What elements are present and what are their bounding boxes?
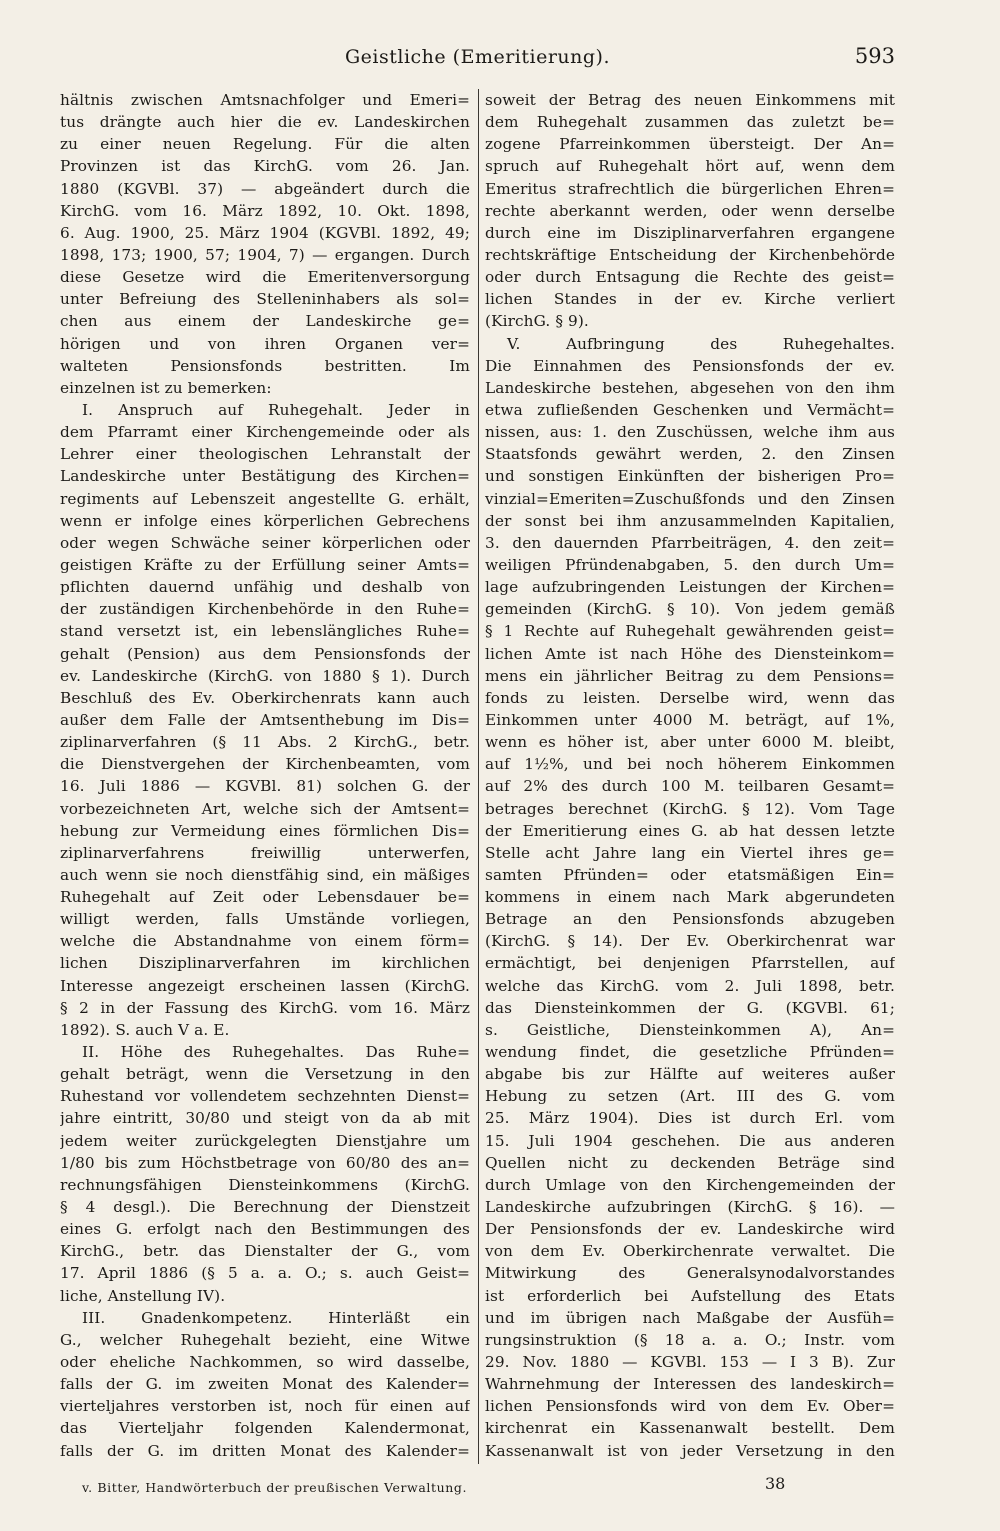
text-line: hebung zur Vermeidung eines förmlichen Dis= xyxy=(60,821,470,840)
text-line: V. Aufbringung des Ruhegehaltes. xyxy=(507,334,895,353)
text-line: 1892). S. auch V a. E. xyxy=(60,1020,230,1039)
text-line: das Diensteinkommen der G. (KGVBl. 61; xyxy=(485,998,895,1017)
text-line: 17. April 1886 (§ 5 a. a. O.; s. auch Geist= xyxy=(60,1264,470,1283)
text-line: lichen Pensionsfonds wird von dem Ev. Ober= xyxy=(485,1397,895,1416)
text-line: tus drängte auch hier die ev. Landeskirchen xyxy=(60,113,470,132)
text-line: Wahrnehmung der Interessen des landeskirch= xyxy=(485,1375,895,1394)
text-line: zogene Pfarreinkommen übersteigt. Der An= xyxy=(485,135,895,154)
text-line: der sonst bei ihm anzusammelnden Kapitalien, xyxy=(485,511,895,530)
text-line: welche das KirchG. vom 2. Juli 1898, betr. xyxy=(485,976,895,995)
text-line: II. Höhe des Ruhegehaltes. Das Ruhe= xyxy=(82,1043,470,1062)
running-title: Geistliche (Emeritierung). xyxy=(344,46,611,68)
text-line: Ruhestand vor vollendetem sechzehnten Dienst= xyxy=(60,1087,470,1106)
text-line: gehalt beträgt, wenn die Versetzung in den xyxy=(60,1065,470,1084)
text-line: 1898, 173; 1900, 57; 1904, 7) — ergangen. Durch xyxy=(60,245,470,264)
text-columns xyxy=(60,89,895,1464)
text-line: rechtskräftige Entscheidung der Kirchenbehörde xyxy=(485,245,895,264)
text-line: Lehrer einer theologischen Lehranstalt der xyxy=(60,445,470,464)
left-column xyxy=(60,89,470,1464)
text-line: auf 2% des durch 100 M. teilbaren Gesamt= xyxy=(485,777,895,796)
text-line: 29. Nov. 1880 — KGVBl. 153 — I 3 B). Zur xyxy=(485,1353,895,1372)
text-line: oder eheliche Nachkommen, so wird dasselbe, xyxy=(60,1353,470,1372)
text-line: etwa zufließenden Geschenken und Vermächt= xyxy=(485,400,895,419)
text-line: ziplinarverfahren (§ 11 Abs. 2 KirchG., betr. xyxy=(60,733,470,752)
text-line: vorbezeichneten Art, welche sich der Amtsent= xyxy=(60,799,470,818)
text-line: Mitwirkung des Generalsynodalvorstandes xyxy=(485,1264,895,1283)
text-line: 1/80 bis zum Höchstbetrage von 60/80 des an= xyxy=(60,1153,470,1172)
source-note: v. Bitter, Handwörterbuch der preußischen Verwaltung. xyxy=(82,1480,468,1495)
text-line: Interesse angezeigt erscheinen lassen (KirchG. xyxy=(60,976,470,995)
text-line: von dem Ev. Oberkirchenrate verwaltet. Die xyxy=(485,1242,895,1261)
text-line: vinzial=Emeriten=Zuschußfonds und den Zinsen xyxy=(485,489,895,508)
text-line: samten Pfründen= oder etatsmäßigen Ein= xyxy=(485,865,895,884)
text-line: lichen Disziplinarverfahren im kirchlichen xyxy=(60,954,470,973)
text-line: I. Anspruch auf Ruhegehalt. Jeder in xyxy=(82,400,470,419)
text-line: III. Gnadenkompetenz. Hinterläßt ein xyxy=(82,1308,470,1327)
text-line: 25. März 1904). Dies ist durch Erl. vom xyxy=(485,1109,895,1128)
text-line: durch Umlage von den Kirchengemeinden der xyxy=(485,1175,895,1194)
text-line: G., welcher Ruhegehalt bezieht, eine Witwe xyxy=(60,1330,470,1349)
text-line xyxy=(485,1462,895,1464)
text-line: Stelle acht Jahre lang ein Viertel ihres ge= xyxy=(485,843,895,862)
text-line: einzelnen ist zu bemerken: xyxy=(60,378,272,397)
text-line: weiligen Pfründenabgaben, 5. den durch Um= xyxy=(485,555,895,574)
text-line: Landeskirche unter Bestätigung des Kirchen= xyxy=(60,467,470,486)
text-line: rechte aberkannt werden, oder wenn derselbe xyxy=(485,201,895,220)
text-line: willigt werden, falls Umstände vorliegen, xyxy=(60,910,470,929)
text-line: wenn er infolge eines körperlichen Gebrechens xyxy=(60,511,470,530)
text-line: jedem weiter zurückgelegten Dienstjahre um xyxy=(60,1131,470,1150)
text-line: § 1 Rechte auf Ruhegehalt gewährenden geist= xyxy=(485,622,895,641)
text-line: hältnis zwischen Amtsnachfolger und Emeri= xyxy=(60,91,470,109)
text-line: Hebung zu setzen (Art. III des G. vom xyxy=(485,1087,895,1106)
text-line: fonds zu leisten. Derselbe wird, wenn das xyxy=(485,688,895,707)
right-column xyxy=(485,89,895,1464)
text-line: betrages berechnet (KirchG. § 12). Vom Tage xyxy=(485,799,895,818)
text-line: die Dienstvergehen der Kirchenbeamten, vom xyxy=(60,755,470,774)
text-line: kommens in einem nach Mark abgerundeten xyxy=(485,888,895,907)
text-line: § 4 desgl.). Die Berechnung der Dienstzeit xyxy=(60,1198,470,1217)
text-line: abgabe bis zur Hälfte auf weiteres außer xyxy=(485,1065,895,1084)
text-line: der zuständigen Kirchenbehörde in den Ruhe= xyxy=(60,600,470,619)
page-footer xyxy=(60,1474,895,1498)
text-line: ermächtigt, bei denjenigen Pfarrstellen, auf xyxy=(485,954,895,973)
text-line: 16. Juli 1886 — KGVBl. 81) solchen G. der xyxy=(60,777,470,796)
text-line: falls der G. im dritten Monat des Kalender= xyxy=(60,1441,470,1460)
text-line: gehalt (Pension) aus dem Pensionsfonds der xyxy=(60,644,470,663)
text-line: § 2 in der Fassung des KirchG. vom 16. März xyxy=(60,998,470,1017)
text-line: Ruhegehalt auf Zeit oder Lebensdauer be= xyxy=(60,888,470,907)
text-line: durch eine im Disziplinarverfahren ergangene xyxy=(485,223,895,242)
text-line: Emeritus strafrechtlich die bürgerlichen Ehren= xyxy=(485,179,895,198)
text-line: (KirchG. § 14). Der Ev. Oberkirchenrat war xyxy=(485,932,895,951)
text-line: rechnungsfähigen Diensteinkommens (KirchG. xyxy=(60,1175,470,1194)
text-line: vierteljahres verstorben ist, noch für einen auf xyxy=(60,1397,470,1416)
text-line: Beschluß des Ev. Oberkirchenrats kann auch xyxy=(60,688,470,707)
text-line: dem Ruhegehalt zusammen das zuletzt be= xyxy=(485,113,895,132)
text-line: auf 1½%, und bei noch höherem Einkommen xyxy=(485,755,895,774)
column-rule xyxy=(478,89,479,1464)
text-line: das Vierteljahr folgenden Kalendermonat, xyxy=(60,1419,470,1438)
text-line: lichen Standes in der ev. Kirche verliert xyxy=(485,290,895,309)
text-line: gemeinden (KirchG. § 10). Von jedem gemäß xyxy=(485,600,895,619)
text-line: walteten Pensionsfonds bestritten. Im xyxy=(60,356,470,375)
text-line: liche, Anstellung IV). xyxy=(60,1286,226,1305)
text-line: Einkommen unter 4000 M. beträgt, auf 1%, xyxy=(485,710,895,729)
text-line: wendung findet, die gesetzliche Pfründen= xyxy=(485,1043,895,1062)
text-line: und im übrigen nach Maßgabe der Ausfüh= xyxy=(485,1308,895,1327)
text-line: 6. Aug. 1900, 25. März 1904 (KGVBl. 1892, 49; xyxy=(60,223,470,242)
text-line: Betrage an den Pensionsfonds abzugeben xyxy=(485,910,895,929)
text-line: Staatsfonds gewährt werden, 2. den Zinsen xyxy=(485,445,895,464)
text-line: oder wegen Schwäche seiner körperlichen oder xyxy=(60,533,470,552)
text-line: diese Gesetze wird die Emeritenversorgung xyxy=(60,268,470,287)
text-line: auch wenn sie noch dienstfähig sind, ein mäßiges xyxy=(60,865,470,884)
text-line: Der Pensionsfonds der ev. Landeskirche wird xyxy=(485,1220,895,1239)
text-line: pflichten dauernd unfähig und deshalb von xyxy=(60,578,470,597)
text-line: unter Befreiung des Stelleninhabers als sol= xyxy=(60,290,470,309)
text-line: jahre eintritt, 30/80 und steigt von da ab mit xyxy=(60,1109,470,1128)
text-line: geistigen Kräfte zu der Erfüllung seiner Amts= xyxy=(60,555,470,574)
text-line: rungsinstruktion (§ 18 a. a. O.; Instr. vom xyxy=(485,1330,895,1349)
text-line xyxy=(60,1462,470,1464)
text-line: kirchenrat ein Kassenanwalt bestellt. Dem xyxy=(485,1419,895,1438)
text-line: oder durch Entsagung die Rechte des geist= xyxy=(485,268,895,287)
text-line: lichen Amte ist nach Höhe des Diensteinkom= xyxy=(485,644,895,663)
text-line: Provinzen ist das KirchG. vom 26. Jan. xyxy=(60,157,470,176)
text-line: Quellen nicht zu deckenden Beträge sind xyxy=(485,1153,895,1172)
text-line: der Emeritierung eines G. ab hat dessen letzte xyxy=(485,821,895,840)
text-line: nissen, aus: 1. den Zuschüssen, welche ihm aus xyxy=(485,423,895,442)
text-line: mens ein jährlicher Beitrag zu dem Pensions= xyxy=(485,666,895,685)
text-line: s. Geistliche, Diensteinkommen A), An= xyxy=(485,1020,895,1039)
text-line: eines G. erfolgt nach den Bestimmungen des xyxy=(60,1220,470,1239)
text-line: Landeskirche aufzubringen (KirchG. § 16). — xyxy=(485,1198,895,1217)
page-number: 593 xyxy=(854,44,895,68)
text-line: ist erforderlich bei Aufstellung des Etats xyxy=(485,1286,895,1305)
text-line: falls der G. im zweiten Monat des Kalender= xyxy=(60,1375,470,1394)
text-line: chen aus einem der Landeskirche ge= xyxy=(60,312,470,331)
text-line: 15. Juli 1904 geschehen. Die aus anderen xyxy=(485,1131,895,1150)
text-line: Die Einnahmen des Pensionsfonds der ev. xyxy=(485,356,895,375)
text-line: lage aufzubringenden Leistungen der Kirchen= xyxy=(485,578,895,597)
text-line: ziplinarverfahrens freiwillig unterwerfen, xyxy=(60,843,470,862)
page-header xyxy=(60,42,895,72)
text-line: regiments auf Lebenszeit angestellte G. erhält, xyxy=(60,489,470,508)
text-line: (KirchG. § 9). xyxy=(485,312,589,331)
text-line: 3. den dauernden Pfarrbeiträgen, 4. den zeit= xyxy=(485,533,895,552)
text-line: soweit der Betrag des neuen Einkommens mit xyxy=(485,91,895,109)
text-line: Landeskirche bestehen, abgesehen von den ihm xyxy=(485,378,895,397)
text-line: wenn es höher ist, aber unter 6000 M. bleibt, xyxy=(485,733,895,752)
text-line: Kassenanwalt ist von jeder Versetzung in den xyxy=(485,1441,895,1460)
text-line: dem Pfarramt einer Kirchengemeinde oder als xyxy=(60,423,470,442)
text-line: 1880 (KGVBl. 37) — abgeändert durch die xyxy=(60,179,470,198)
text-line: ev. Landeskirche (KirchG. von 1880 § 1). Durch xyxy=(60,666,470,685)
text-line: stand versetzt ist, ein lebenslängliches Ruhe= xyxy=(60,622,470,641)
text-line: und sonstigen Einkünften der bisherigen Pro= xyxy=(485,467,895,486)
text-line: KirchG. vom 16. März 1892, 10. Okt. 1898, xyxy=(60,201,470,220)
text-line: spruch auf Ruhegehalt hört auf, wenn dem xyxy=(485,157,895,176)
text-line: zu einer neuen Regelung. Für die alten xyxy=(60,135,470,154)
text-line: KirchG., betr. das Dienstalter der G., vom xyxy=(60,1242,470,1261)
text-line: hörigen und von ihren Organen ver= xyxy=(60,334,470,353)
sheet-signature: 38 xyxy=(765,1474,786,1493)
text-line: welche die Abstandnahme von einem förm= xyxy=(60,932,470,951)
text-line: außer dem Falle der Amtsenthebung im Dis= xyxy=(60,710,470,729)
